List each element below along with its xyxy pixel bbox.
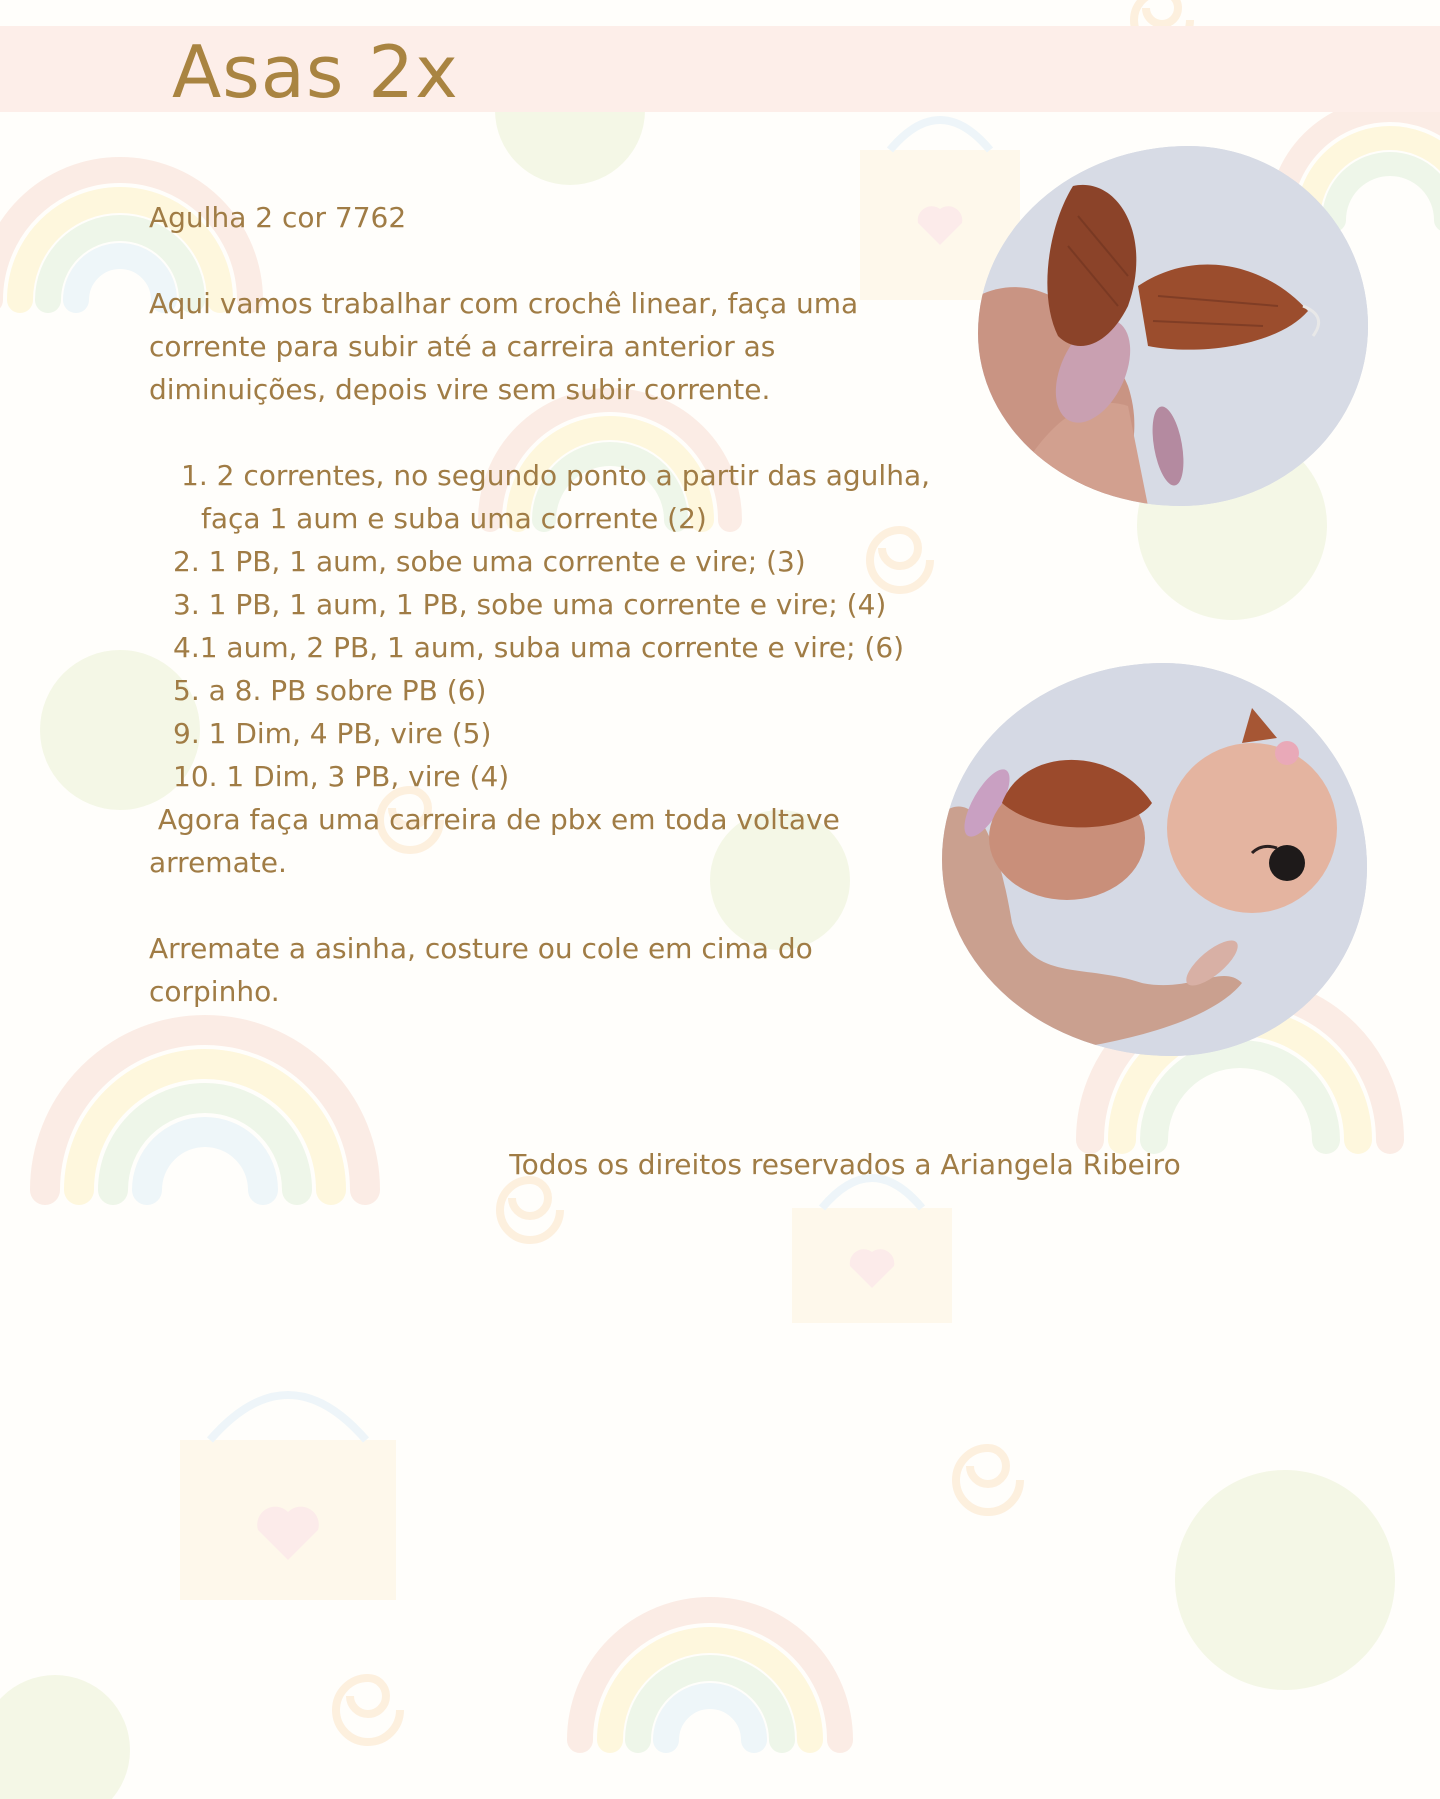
step-item: 3. 1 PB, 1 aum, 1 PB, sobe uma corrente e vire; (4) <box>173 588 887 621</box>
intro-line-1: Aqui vamos trabalhar com crochê linear, faça uma <box>149 287 859 320</box>
intro-line-3: diminuições, depois vire sem subir corrente. <box>149 373 771 406</box>
instructions <box>149 196 1019 1013</box>
step-item: 2. 1 PB, 1 aum, sobe uma corrente e vire; (3) <box>173 545 806 578</box>
closing-line-1: Agora faça uma carreira de pbx em toda voltave <box>149 803 840 836</box>
needle-info: Agulha 2 cor 7762 <box>149 201 407 234</box>
step-item: 5. a 8. PB sobre PB (6) <box>173 674 487 707</box>
steps-list <box>149 454 1019 798</box>
page-title: Asas 2x <box>172 30 459 114</box>
finish-line-2: corpinho. <box>149 975 280 1008</box>
step-item: faça 1 aum e suba uma corrente (2) <box>201 502 707 535</box>
copyright-footer: Todos os direitos reservados a Ariangela Ribeiro <box>509 1148 1181 1181</box>
finish-line-1: Arremate a asinha, costure ou cole em cima do <box>149 932 813 965</box>
intro-line-2: corrente para subir até a carreira anterior as <box>149 330 776 363</box>
closing-line-2: arremate. <box>149 846 287 879</box>
step-item: 4.1 aum, 2 PB, 1 aum, suba uma corrente e vire; (6) <box>173 631 905 664</box>
step-item: 10. 1 Dim, 3 PB, vire (4) <box>173 760 510 793</box>
rainbow-icon <box>580 1610 840 1740</box>
step-item: 1. 2 correntes, no segundo ponto a partir das agulha, <box>181 459 931 492</box>
step-item: 9. 1 Dim, 4 PB, vire (5) <box>173 717 492 750</box>
